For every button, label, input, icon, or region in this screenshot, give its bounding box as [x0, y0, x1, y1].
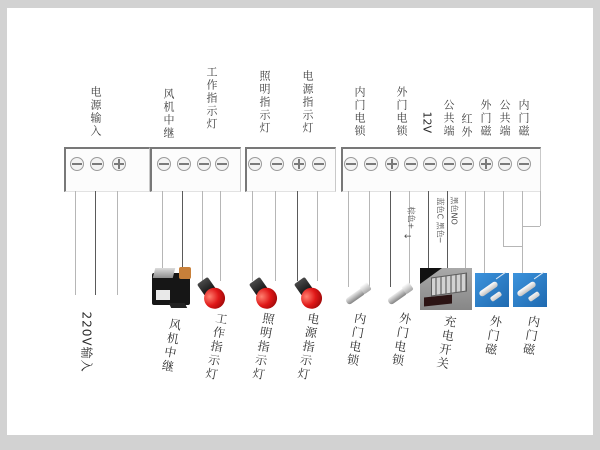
wire	[182, 191, 183, 273]
screw-terminal	[364, 157, 378, 171]
wire	[522, 191, 523, 274]
wire	[484, 191, 485, 274]
bottom-label-work-indicator: 工作指示灯	[203, 311, 229, 383]
screw-terminal	[90, 157, 104, 171]
wire-label-blue-c-black: 蓝色C 黑色─	[435, 197, 445, 243]
bottom-label-charge-switch: 充电开关	[434, 314, 458, 372]
wire	[275, 191, 276, 281]
top-label-power-indicator: 电源指示灯	[301, 70, 314, 135]
screw-terminal	[517, 157, 531, 171]
bottom-label-light-indicator: 照明指示灯	[250, 311, 276, 383]
wire-label-black-no: 黑色NO	[449, 196, 459, 225]
top-label-outer-door-magnet: 外门磁	[479, 99, 492, 138]
top-label-inner-door-magnet: 内门磁	[517, 99, 530, 138]
wire	[540, 191, 541, 226]
bottom-label-outer-door-magnet: 外门磁	[482, 314, 504, 358]
bottom-label-inner-door-lock: 内门电锁	[344, 311, 368, 369]
wire	[428, 191, 429, 269]
wire	[117, 191, 118, 295]
top-label-inner-door-lock: 内门电锁	[353, 86, 366, 138]
wire	[75, 191, 76, 295]
wire	[202, 191, 203, 281]
psu-grille	[431, 272, 467, 296]
screw-terminal	[498, 157, 512, 171]
screw-terminal	[270, 157, 284, 171]
bottom-label-outer-door-lock: 外门电锁	[389, 311, 413, 369]
sensor-magnet	[528, 291, 541, 302]
screw-terminal	[248, 157, 262, 171]
screw-terminal	[423, 157, 437, 171]
sensor-magnet	[490, 291, 503, 302]
outer-door-magnet-component	[475, 273, 509, 307]
screw-terminal	[112, 157, 126, 171]
screw-terminal	[404, 157, 418, 171]
bottom-label-fan-relay: 风机中继	[159, 317, 183, 375]
top-label-outer-door-lock: 外门电锁	[395, 86, 408, 138]
screw-terminal	[312, 157, 326, 171]
fan-relay-component	[152, 273, 190, 305]
sensor-wire	[534, 272, 544, 280]
relay-label	[156, 290, 170, 300]
top-label-12v: 12V	[420, 111, 434, 134]
screw-terminal	[215, 157, 229, 171]
top-label-fan-relay: 风机中继	[162, 88, 175, 140]
top-label-common-2: 公共端	[498, 99, 511, 138]
relay-top	[153, 268, 175, 278]
screw-terminal	[460, 157, 474, 171]
top-label-power-input: 电源输入	[89, 86, 102, 138]
wire	[297, 191, 298, 281]
top-label-work-indicator: 工作指示灯	[205, 66, 218, 131]
screw-terminal	[479, 157, 493, 171]
inner-door-magnet-component	[513, 273, 547, 307]
wire	[95, 191, 96, 295]
top-label-common-1: 公共端	[442, 99, 455, 138]
bottom-label-220v-input: 220V输入	[79, 311, 94, 373]
screw-terminal	[385, 157, 399, 171]
screw-terminal	[177, 157, 191, 171]
wire	[317, 191, 318, 281]
relay-pin	[169, 303, 187, 308]
screw-terminal	[344, 157, 358, 171]
left-arrow-icon: ←	[404, 232, 412, 242]
wire	[390, 191, 391, 287]
wire	[369, 191, 370, 287]
bottom-label-inner-door-magnet: 内门磁	[520, 314, 542, 358]
screw-terminal	[292, 157, 306, 171]
screw-terminal	[442, 157, 456, 171]
wire-label-brown-plus: 棕色+	[406, 206, 416, 230]
screw-terminal	[157, 157, 171, 171]
terminal-block-power-input	[64, 147, 150, 192]
wire	[503, 246, 522, 247]
terminal-block-indicator	[245, 147, 336, 192]
wire	[503, 191, 504, 246]
top-label-light-indicator: 照明指示灯	[258, 70, 271, 135]
screw-terminal	[197, 157, 211, 171]
top-label-infrared: 红外	[460, 113, 473, 139]
wire	[252, 191, 253, 281]
charge-switch-component	[420, 268, 472, 310]
wire	[465, 191, 466, 269]
psu-front	[424, 295, 452, 307]
wire	[523, 226, 540, 227]
terminal-block-io	[341, 147, 541, 192]
wire	[348, 191, 349, 287]
terminal-block-relay-indicator	[150, 147, 241, 192]
screw-terminal	[70, 157, 84, 171]
relay-coil	[179, 267, 191, 279]
bottom-label-power-indicator: 电源指示灯	[295, 311, 321, 383]
wire	[220, 191, 221, 281]
sensor-wire	[496, 272, 506, 280]
wire	[162, 191, 163, 273]
